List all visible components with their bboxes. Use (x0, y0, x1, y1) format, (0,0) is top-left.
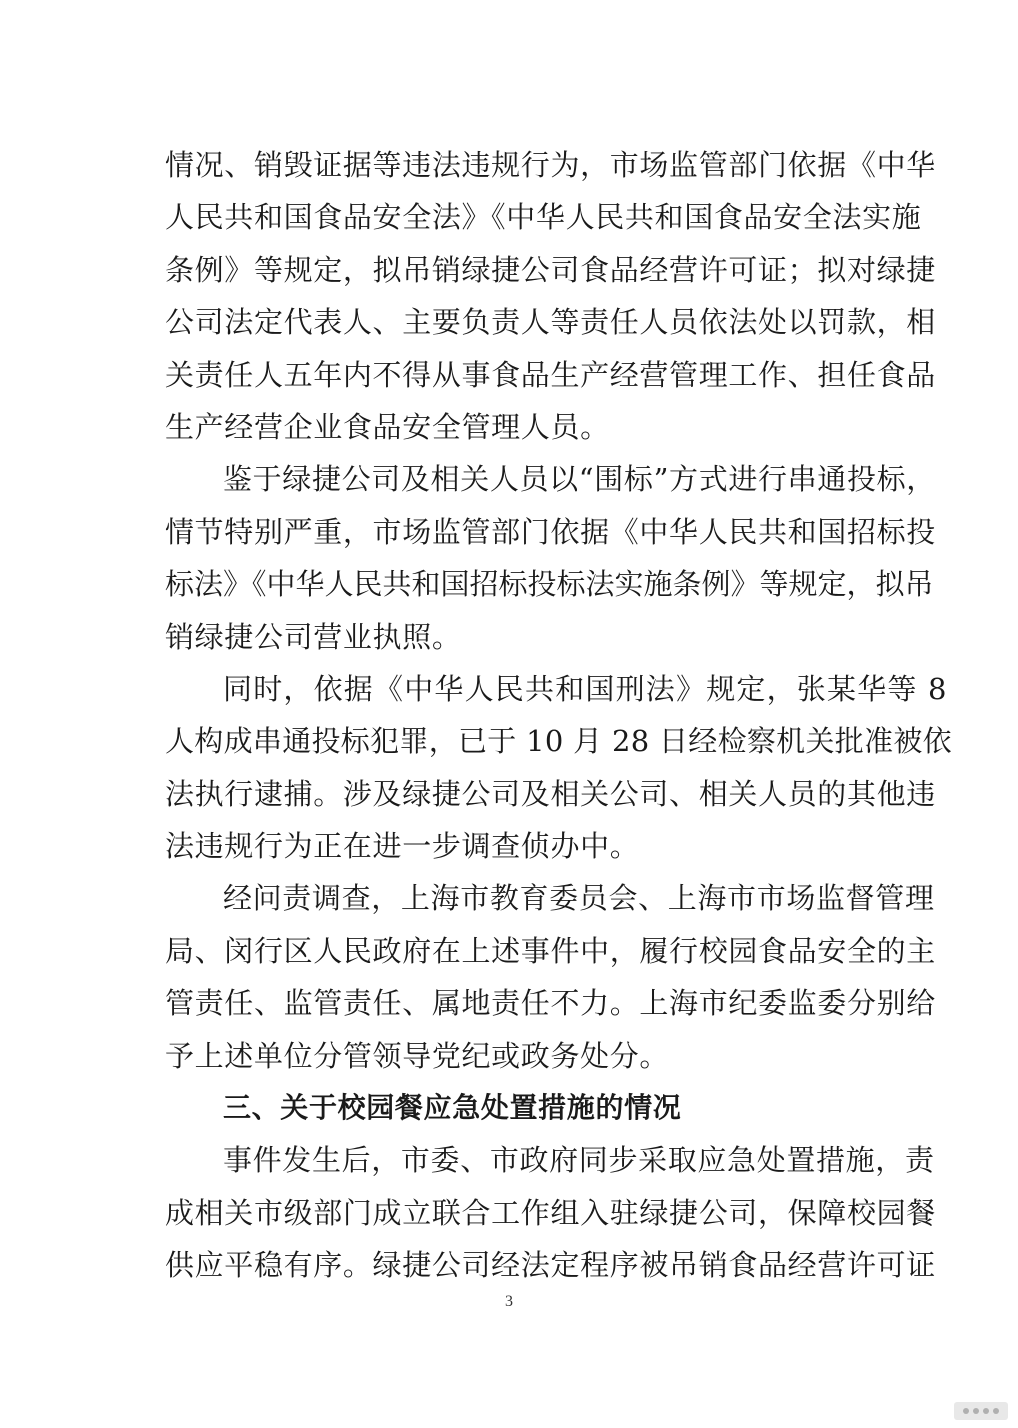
text-line: 局、闵行区人民政府在上述事件中，履行校园食品安全的主 (165, 933, 936, 968)
section-heading: 三、关于校园餐应急处置措施的情况 (223, 1091, 682, 1125)
text-line: 条例》等规定，拟吊销绿捷公司食品经营许可证；拟对绿捷 (165, 252, 936, 287)
text-line: 标法》《中华人民共和国招标投标法实施条例》等规定，拟吊 (165, 567, 934, 602)
text-line: 经问责调查，上海市教育委员会、上海市市场监督管理 (223, 881, 935, 916)
text-line: 销绿捷公司营业执照。 (165, 619, 462, 654)
text-line: 供应平稳有序。绿捷公司经法定程序被吊销食品经营许可证 (165, 1248, 936, 1283)
text-line: 人民共和国食品安全法》《中华人民共和国食品安全法实施 (165, 200, 922, 235)
text-line: 成相关市级部门成立联合工作组入驻绿捷公司，保障校园餐 (165, 1195, 936, 1230)
text-line: 生产经营企业食品安全管理人员。 (165, 409, 610, 444)
text-line: 同时，依据《中华人民共和国刑法》规定，张某华等 8 (223, 671, 948, 706)
text-line: 关责任人五年内不得从事食品生产经营管理工作、担任食品 (165, 357, 936, 392)
document-body (165, 139, 952, 1292)
weibo-dots-icon (954, 1402, 1008, 1420)
text-line: 情况、销毁证据等违法违规行为，市场监管部门依据《中华 (165, 148, 936, 182)
text-line: 法违规行为正在进一步调查侦办中。 (165, 829, 640, 864)
text-line: 管责任、监管责任、属地责任不力。上海市纪委监委分别给 (165, 986, 936, 1021)
page-number: 3 (505, 1293, 513, 1310)
text-line: 事件发生后，市委、市政府同步采取应急处置措施，责 (223, 1143, 935, 1178)
text-line: 法执行逮捕。涉及绿捷公司及相关公司、相关人员的其他违 (165, 776, 936, 811)
text-line: 公司法定代表人、主要负责人等责任人员依法处以罚款，相 (165, 305, 936, 340)
text-line: 予上述单位分管领导党纪或政务处分。 (165, 1038, 670, 1073)
text-line: 情节特别严重，市场监管部门依据《中华人民共和国招标投 (165, 514, 936, 549)
text-line: 人构成串通投标犯罪，已于 10 月 28 日经检察机关批准被依 (165, 724, 952, 759)
text-line: 鉴于绿捷公司及相关人员以“围标”方式进行串通投标， (223, 462, 936, 497)
